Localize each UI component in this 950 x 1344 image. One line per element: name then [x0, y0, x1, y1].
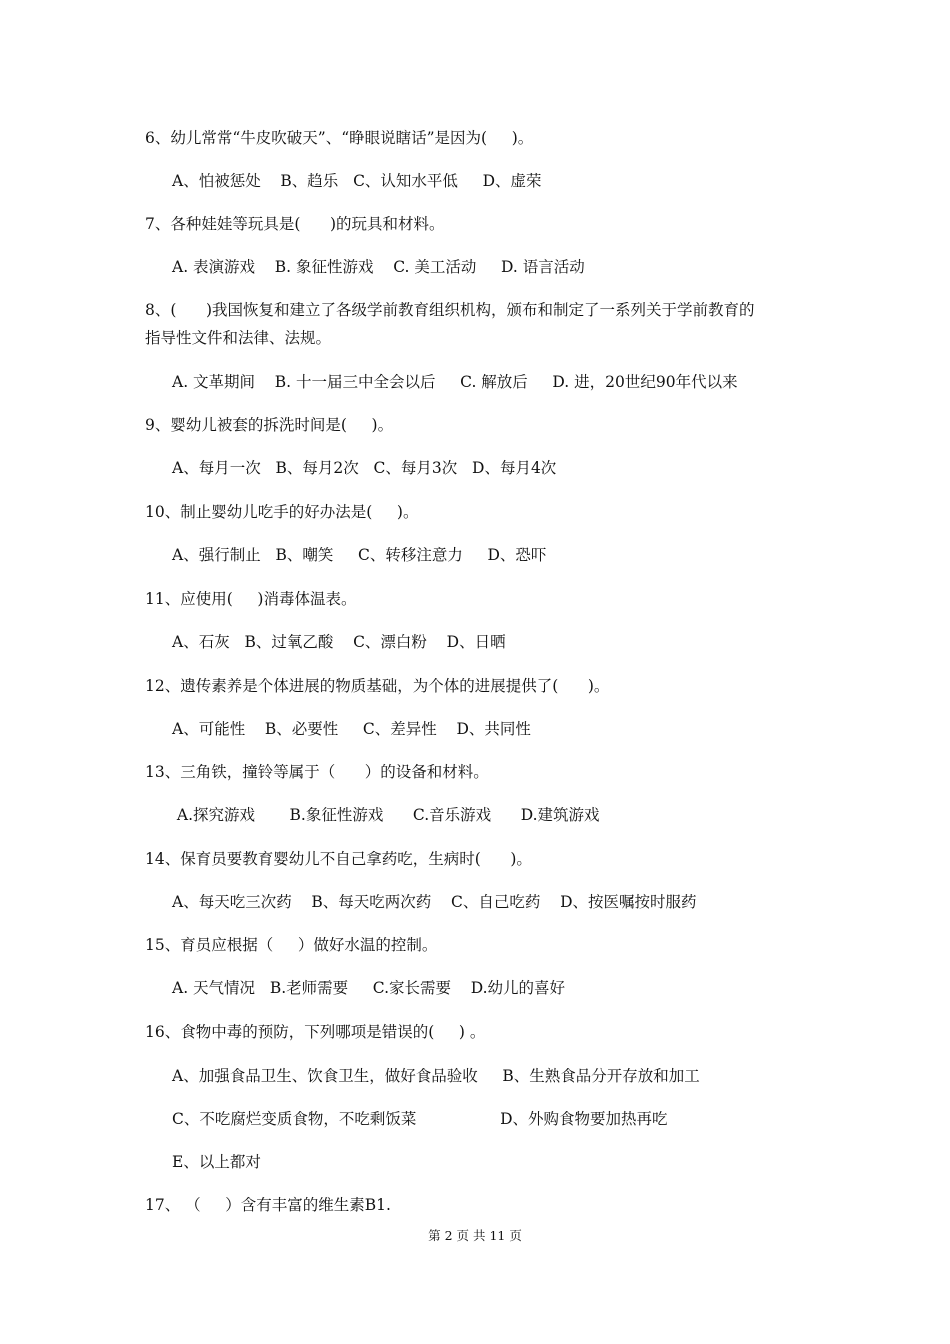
options-14: A、每天吃三次药 B、每天吃两次药 C、自己吃药 D、按医嘱按时服药	[172, 893, 697, 911]
options-13: A.探究游戏 B.象征性游戏 C.音乐游戏 D.建筑游戏	[172, 806, 600, 824]
options-15: A. 天气情况 B.老师需要 C.家长需要 D.幼儿的喜好	[172, 979, 566, 997]
question-7: 7、各种娃娃等玩具是( )的玩具和材料。	[145, 215, 445, 233]
options-8: A. 文革期间 B. 十一届三中全会以后 C. 解放后 D. 进，20世纪90年代以来	[172, 373, 738, 391]
options-9: A、每月一次 B、每月2次 C、每月3次 D、每月4次	[172, 459, 557, 477]
question-10: 10、制止婴幼儿吃手的好办法是( )。	[145, 503, 419, 521]
question-14: 14、保育员要教育婴幼儿不自己拿药吃，生病时( )。	[145, 850, 532, 868]
page-footer: 第 2 页 共 11 页	[428, 1228, 522, 1243]
options-16-line-3: E、以上都对	[172, 1153, 261, 1171]
options-11: A、石灰 B、过氧乙酸 C、漂白粉 D、日晒	[172, 633, 506, 651]
question-8-continued: 指导性文件和法律、法规。	[145, 329, 332, 347]
question-11: 11、应使用( )消毒体温表。	[145, 590, 357, 608]
question-12: 12、遗传素养是个体进展的物质基础，为个体的进展提供了( )。	[145, 677, 610, 695]
question-13: 13、三角铁，撞铃等属于（ ）的设备和材料。	[145, 763, 489, 781]
question-17: 17、 （ ）含有丰富的维生素B1.	[145, 1196, 391, 1214]
question-8: 8、( )我国恢复和建立了各级学前教育组织机构，颁布和制定了一系列关于学前教育的	[145, 301, 755, 319]
question-6: 6、幼儿常常“牛皮吹破天”、“睁眼说瞎话”是因为( )。	[145, 129, 534, 147]
question-9: 9、婴幼儿被套的拆洗时间是( )。	[145, 416, 394, 434]
question-16: 16、食物中毒的预防，下列哪项是错误的( ) 。	[145, 1023, 486, 1041]
options-16-line-2: C、不吃腐烂变质食物，不吃剩饭菜 D、外购食物要加热再吃	[172, 1110, 668, 1128]
options-16-line-1: A、加强食品卫生、饮食卫生，做好食品验收 B、生熟食品分开存放和加工	[172, 1067, 700, 1085]
options-7: A. 表演游戏 B. 象征性游戏 C. 美工活动 D. 语言活动	[172, 258, 585, 276]
options-6: A、怕被惩处 B、趋乐 C、认知水平低 D、虚荣	[172, 172, 542, 190]
options-10: A、强行制止 B、嘲笑 C、转移注意力 D、恐吓	[172, 546, 547, 564]
question-15: 15、育员应根据（ ）做好水温的控制。	[145, 936, 438, 954]
options-12: A、可能性 B、必要性 C、差异性 D、共同性	[172, 720, 531, 738]
